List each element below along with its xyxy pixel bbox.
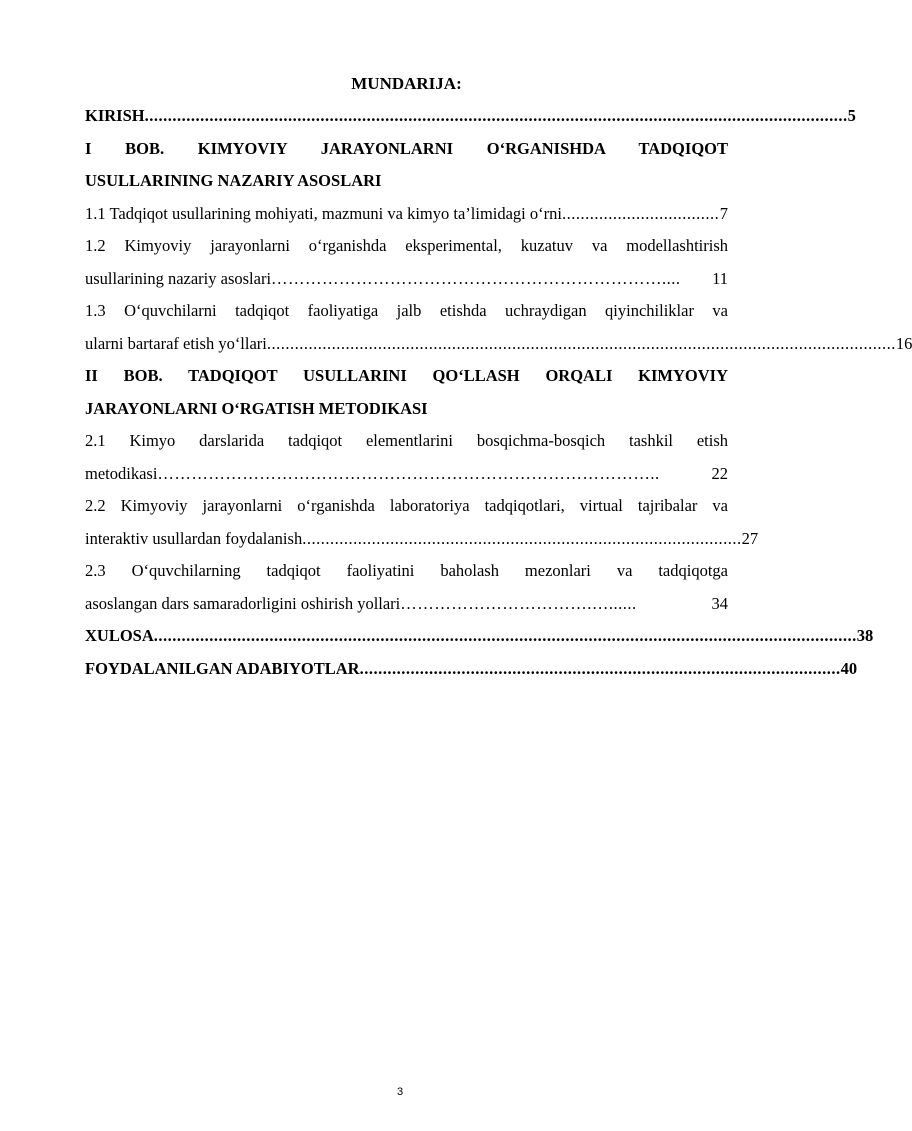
toc-chapter-1-line2 — [85, 165, 728, 198]
toc-leader-dots: ........................................................................................................................................ — [266, 333, 896, 353]
toc-leader-dots: …………………………….…...... — [400, 593, 637, 613]
toc-chapter-1-line2-text: USULLARINING NAZARIY ASOSLARI — [85, 171, 382, 190]
toc-leader-dots: ............................................................................................... — [302, 528, 742, 548]
toc-page-number: 34 — [711, 593, 728, 613]
toc-leader-dots: …………………………………………………………….... — [271, 268, 681, 288]
toc-entry-line1: 2.1 Kimyo darslarida tadqiqot elementlarini bosqichma-bosqich tashkil etish — [85, 431, 728, 450]
toc-chapter-2-line2 — [85, 393, 728, 426]
toc-chapter-1[interactable] — [85, 133, 728, 198]
toc-entry-2-1[interactable] — [85, 425, 728, 490]
toc-entry-line1: 2.2 Kimyoviy jarayonlarni o‘rganishda laboratoriya tadqiqotlari, virtual tajribalar va — [85, 496, 728, 515]
toc-entry-line1: 1.3 O‘quvchilarni tadqiqot faoliyatiga jalb etishda uchraydigan qiyinchiliklar va — [85, 301, 728, 320]
toc-page-number: 38 — [856, 626, 874, 645]
toc-entry-label: 1.1 Tadqiqot usullarining mohiyati, mazmuni va kimyo ta’limidagi o‘rni — [85, 203, 562, 223]
toc-chapter-2[interactable] — [85, 360, 728, 425]
toc-entry-label: usullarining nazariy asoslari — [85, 268, 272, 288]
toc-entry-1-1[interactable] — [85, 198, 728, 231]
toc-entry-label: FOYDALANILGAN ADABIYOTLAR — [85, 658, 360, 678]
toc-entry-label: XULOSA — [85, 626, 154, 645]
toc-entry-line2 — [85, 523, 759, 556]
toc-entry-line2 — [85, 328, 912, 361]
toc-entry-line1: 1.2 Kimyoviy jarayonlarni o‘rganishda eksperimental, kuzatuv va modellashtirish — [85, 236, 728, 255]
toc-page-number: 40 — [840, 658, 858, 678]
toc-leader-dots: ........................................................................................................................................................ — [153, 626, 857, 645]
toc-chapter-2-line1: II BOB. TADQIQOT USULLARINI QO‘LLASH ORQALI KIMYOVIY — [85, 366, 728, 385]
toc-leader-dots: .................................. — [561, 203, 720, 223]
toc-entry-2-2[interactable] — [85, 490, 759, 555]
toc-entry-line2 — [85, 458, 728, 491]
toc-entry-kirish[interactable] — [85, 100, 856, 133]
toc-entry-label: ularni bartaraf etish yo‘llari — [85, 333, 267, 353]
toc-entry-adabiyotlar[interactable] — [85, 653, 858, 686]
toc-page-number: 16 — [895, 333, 912, 353]
toc-entry-xulosa[interactable] — [85, 620, 874, 653]
toc-entry-label: interaktiv usullardan foydalanish — [85, 528, 303, 548]
toc-entry-label: metodikasi — [85, 463, 158, 483]
toc-chapter-2-line2-text: JARAYONLARNI O‘RGATISH METODIKASI — [85, 398, 428, 418]
toc-leader-dots: ........................................................................................................ — [359, 658, 841, 678]
table-of-contents — [85, 72, 912, 685]
toc-entry-line1: 2.3 O‘quvchilarning tadqiqot faoliyatini baholash mezonlari va tadqiqotga — [85, 561, 728, 580]
toc-page-number: 7 — [719, 203, 728, 223]
toc-entry-2-3[interactable] — [85, 555, 728, 620]
page-number: 3 — [396, 1086, 404, 1098]
toc-page-number: 5 — [847, 106, 856, 125]
toc-leader-dots: …………………………………………………………………………….. — [157, 463, 660, 483]
toc-entry-1-2[interactable] — [85, 230, 728, 295]
toc-entry-label: KIRISH — [85, 106, 145, 125]
toc-chapter-1-line1: I BOB. KIMYOVIY JARAYONLARNI O‘RGANISHDA TADQIQOT — [85, 138, 728, 158]
toc-title: MUNDARIJA: — [351, 74, 462, 93]
toc-page-number: 27 — [741, 528, 759, 548]
toc-page-number: 22 — [711, 463, 728, 483]
toc-entry-1-3[interactable] — [85, 295, 912, 360]
toc-entry-line2 — [85, 588, 728, 621]
toc-entry-line2 — [85, 263, 728, 296]
toc-leader-dots: ........................................................................................................................................................ — [144, 106, 848, 125]
toc-entry-label: asoslangan dars samaradorligini oshirish yollari — [85, 593, 401, 613]
toc-page-number: 11 — [712, 268, 728, 288]
